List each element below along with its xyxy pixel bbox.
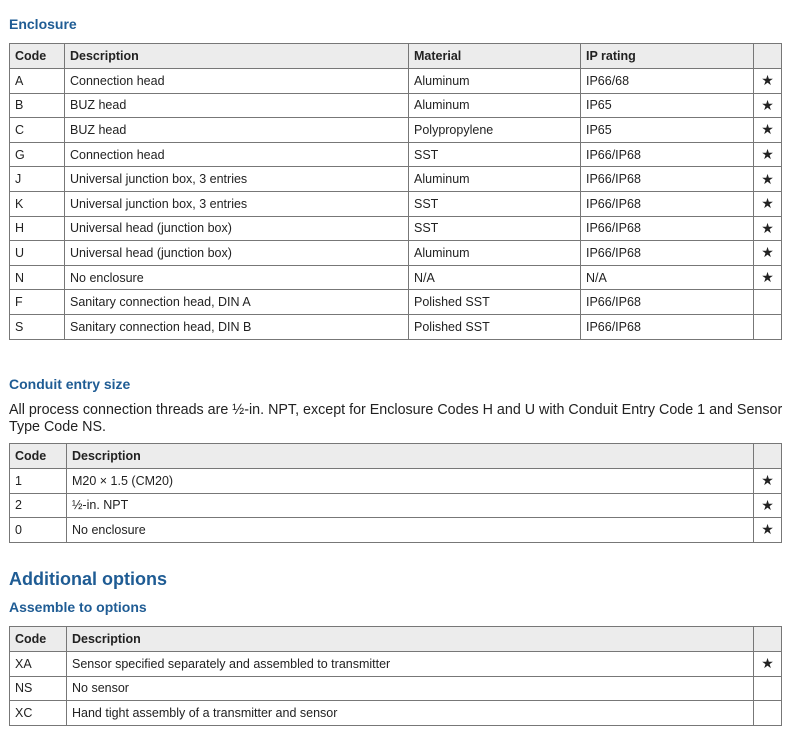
table-row	[10, 314, 782, 339]
star-icon	[754, 314, 782, 339]
table-cell: F	[10, 290, 65, 315]
table-cell: Aluminum	[409, 167, 581, 192]
column-header: Material	[409, 44, 581, 69]
conduit-note: All process connection threads are ½-in. NPT, except for Enclosure Codes H and U with Conduit Entry Code 1 and Sensor Type Code NS.	[9, 402, 783, 435]
table-cell: BUZ head	[65, 93, 409, 118]
table-cell: Polypropylene	[409, 118, 581, 143]
column-header	[754, 444, 782, 469]
table-cell: IP66/IP68	[581, 216, 754, 241]
table-cell: IP66/IP68	[581, 241, 754, 266]
star-icon: ★	[754, 493, 782, 518]
star-icon: ★	[754, 93, 782, 118]
table-cell: N/A	[409, 265, 581, 290]
star-icon: ★	[754, 191, 782, 216]
conduit-table	[9, 443, 782, 543]
table-cell: B	[10, 93, 65, 118]
table-cell: 2	[10, 493, 67, 518]
table-cell: XA	[10, 652, 67, 677]
table-cell: N	[10, 265, 65, 290]
additional-options-heading: Additional options	[9, 569, 167, 589]
column-header: Code	[10, 444, 67, 469]
column-header: Description	[67, 627, 754, 652]
table-cell: SST	[409, 142, 581, 167]
column-header: Code	[10, 627, 67, 652]
column-header: Description	[67, 444, 754, 469]
enclosure-heading: Enclosure	[9, 16, 77, 32]
table-row	[10, 493, 782, 518]
table-cell: Sanitary connection head, DIN A	[65, 290, 409, 315]
column-header: Description	[65, 44, 409, 69]
table-row	[10, 93, 782, 118]
table-cell: No enclosure	[65, 265, 409, 290]
column-header: IP rating	[581, 44, 754, 69]
table-cell: N/A	[581, 265, 754, 290]
table-row	[10, 118, 782, 143]
table-cell: Sensor specified separately and assembled to transmitter	[67, 652, 754, 677]
table-cell: Universal head (junction box)	[65, 216, 409, 241]
table-cell: No sensor	[67, 676, 754, 701]
star-icon: ★	[754, 241, 782, 266]
table-cell: NS	[10, 676, 67, 701]
assemble-heading: Assemble to options	[9, 599, 147, 615]
table-cell: ½-in. NPT	[67, 493, 754, 518]
star-icon: ★	[754, 652, 782, 677]
star-icon: ★	[754, 167, 782, 192]
enclosure-table	[9, 43, 782, 340]
table-row	[10, 652, 782, 677]
table-row	[10, 518, 782, 543]
star-icon	[754, 290, 782, 315]
star-icon: ★	[754, 265, 782, 290]
table-cell: Universal junction box, 3 entries	[65, 191, 409, 216]
table-cell: J	[10, 167, 65, 192]
table-cell: IP66/68	[581, 69, 754, 94]
table-cell: No enclosure	[67, 518, 754, 543]
table-cell: G	[10, 142, 65, 167]
column-header	[754, 627, 782, 652]
table-cell: IP66/IP68	[581, 142, 754, 167]
table-cell: Connection head	[65, 69, 409, 94]
table-cell: Polished SST	[409, 290, 581, 315]
column-header: Code	[10, 44, 65, 69]
table-row	[10, 167, 782, 192]
table-cell: Universal head (junction box)	[65, 241, 409, 266]
table-cell: Hand tight assembly of a transmitter and sensor	[67, 701, 754, 726]
table-cell: XC	[10, 701, 67, 726]
table-row	[10, 701, 782, 726]
column-header	[754, 44, 782, 69]
table-cell: Polished SST	[409, 314, 581, 339]
table-cell: Sanitary connection head, DIN B	[65, 314, 409, 339]
star-icon	[754, 676, 782, 701]
table-cell: A	[10, 69, 65, 94]
table-cell: 1	[10, 469, 67, 494]
star-icon: ★	[754, 142, 782, 167]
table-cell: BUZ head	[65, 118, 409, 143]
table-row	[10, 69, 782, 94]
table-cell: SST	[409, 191, 581, 216]
table-row	[10, 142, 782, 167]
table-cell: U	[10, 241, 65, 266]
table-row	[10, 469, 782, 494]
table-cell: IP66/IP68	[581, 167, 754, 192]
conduit-heading: Conduit entry size	[9, 376, 131, 392]
table-cell: SST	[409, 216, 581, 241]
table-cell: IP65	[581, 93, 754, 118]
star-icon	[754, 701, 782, 726]
table-cell: Connection head	[65, 142, 409, 167]
table-cell: IP66/IP68	[581, 191, 754, 216]
table-row	[10, 191, 782, 216]
table-cell: Universal junction box, 3 entries	[65, 167, 409, 192]
table-cell: 0	[10, 518, 67, 543]
table-row	[10, 241, 782, 266]
table-cell: IP66/IP68	[581, 314, 754, 339]
table-row	[10, 676, 782, 701]
assemble-table	[9, 626, 782, 726]
table-cell: K	[10, 191, 65, 216]
star-icon: ★	[754, 216, 782, 241]
table-cell: M20 × 1.5 (CM20)	[67, 469, 754, 494]
star-icon: ★	[754, 118, 782, 143]
table-cell: C	[10, 118, 65, 143]
table-cell: Aluminum	[409, 241, 581, 266]
table-cell: Aluminum	[409, 93, 581, 118]
table-cell: IP66/IP68	[581, 290, 754, 315]
table-cell: Aluminum	[409, 69, 581, 94]
table-row	[10, 216, 782, 241]
star-icon: ★	[754, 69, 782, 94]
star-icon: ★	[754, 469, 782, 494]
table-row	[10, 265, 782, 290]
table-row	[10, 290, 782, 315]
table-cell: S	[10, 314, 65, 339]
star-icon: ★	[754, 518, 782, 543]
table-cell: IP65	[581, 118, 754, 143]
table-cell: H	[10, 216, 65, 241]
